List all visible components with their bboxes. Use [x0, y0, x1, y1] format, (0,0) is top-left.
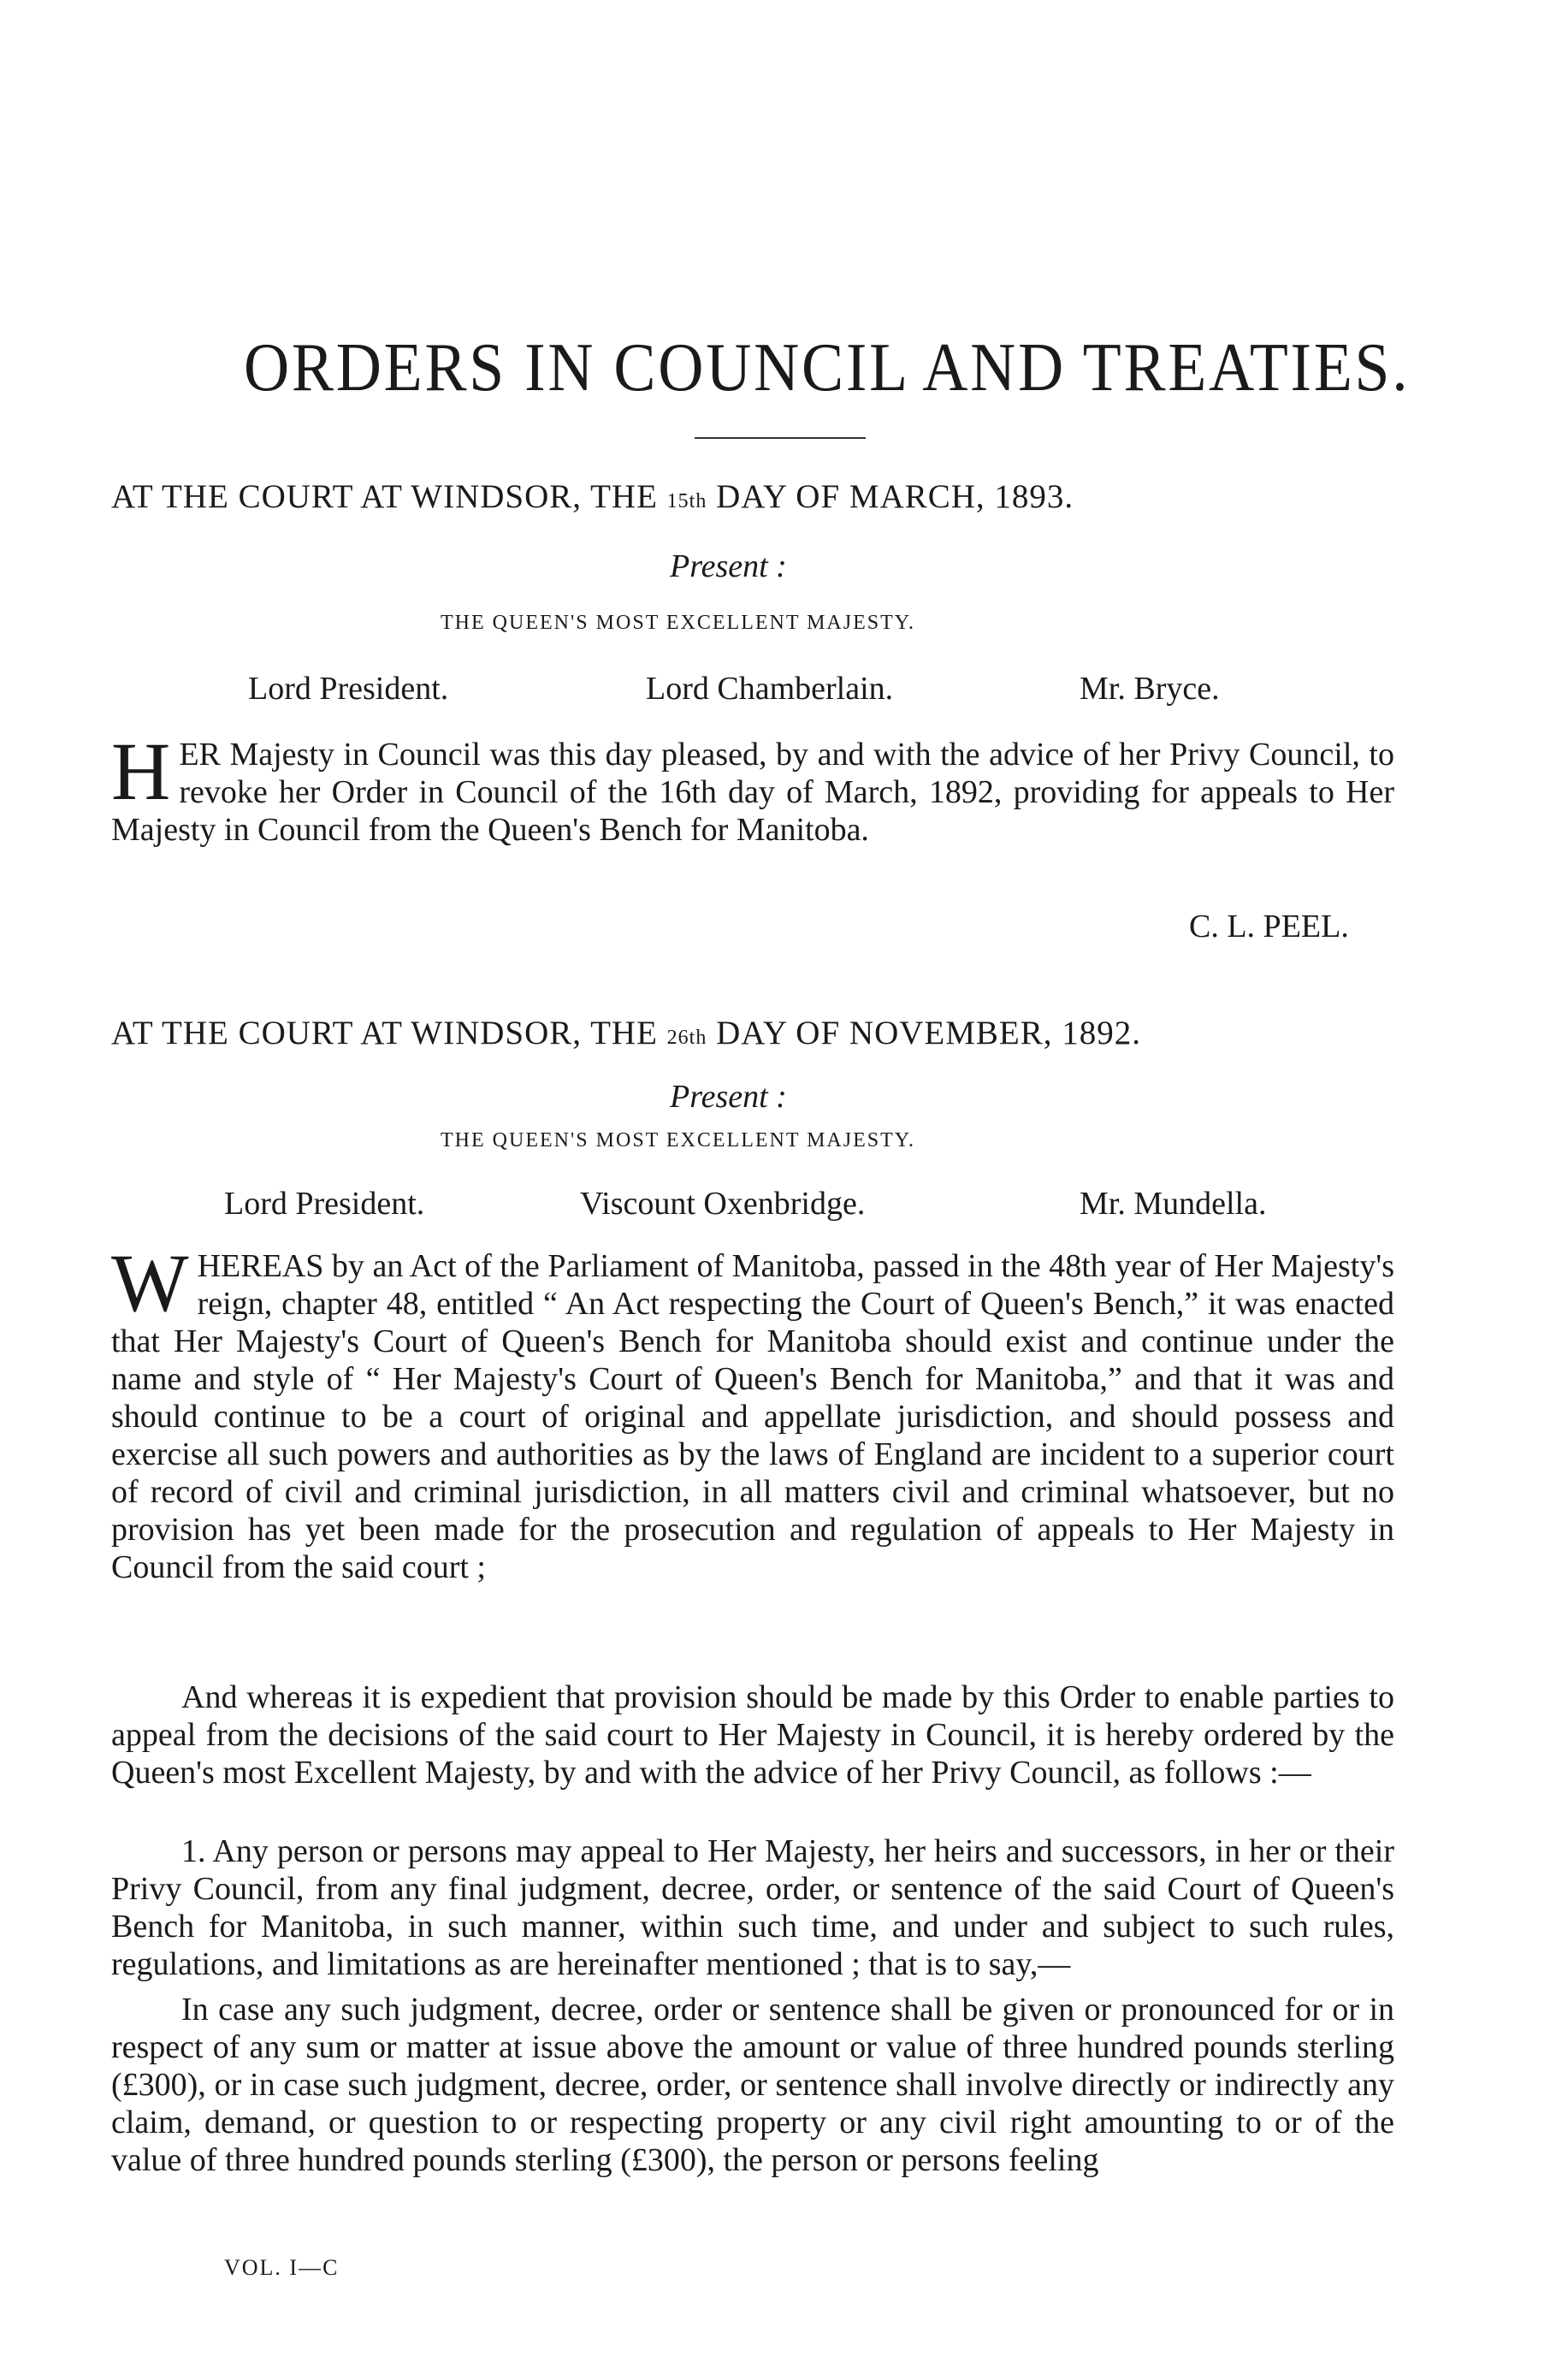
court-heading-2-text: AT THE COURT AT WINDSOR, THE: [111, 1015, 667, 1051]
queen-line-2: THE QUEEN'S MOST EXCELLENT MAJESTY.: [441, 1129, 916, 1152]
court-heading-1-rest: DAY OF MARCH, 1893.: [707, 478, 1074, 515]
order1-body: [111, 725, 1394, 849]
attendee-1-2: Lord Chamberlain.: [646, 671, 894, 707]
court-heading-1-text: AT THE COURT AT WINDSOR, THE: [111, 478, 667, 515]
queen-line-1: THE QUEEN'S MOST EXCELLENT MAJESTY.: [441, 612, 916, 634]
attendee-1-3: Mr. Bryce.: [1080, 671, 1220, 707]
court-heading-1-day: 15th: [666, 490, 707, 512]
attendee-2-1: Lord President.: [224, 1186, 425, 1222]
footer-volume: VOL. I—C: [224, 2255, 340, 2280]
court-heading-2-day: 26th: [666, 1027, 707, 1049]
attendee-2-2: Viscount Oxenbridge.: [580, 1186, 866, 1222]
order2-whereas-text: HEREAS by an Act of the Parliament of Manitoba, passed in the 48th year of Her Majesty's reign, chapter 48, entitled “ An Act respecting the Court of Queen's Bench,” it was enacted that Her Majesty's Court of Queen's Bench for Manitoba should exist and continue under the name and style of “ Her Majesty's Court of Queen's Bench for Manitoba,” and that it was and should continue to be a court of original and appellate jurisdiction, and should possess and exercise all such powers and authorities as by the laws of England are incident to a superior court of record of civil and criminal jurisdiction, in all matters civil and criminal whatsoever, but no provision has yet been made for the prosecution and regulation of appeals to Her Majesty in Council from the said court ;: [111, 1248, 1394, 1585]
order2-clause-1-cont: In case any such judgment, decree, order or sentence shall be given or pronounced for or in respect of any sum or matter at issue above the amount or value of three hundred pounds sterling (£300), or in case such judgment, decree, order, or sentence shall involve directly or indirectly any claim, demand, or question to or respecting property or any civil right amounting to or of the value of three hundred pounds sterling (£300), the person or persons feeling: [111, 1992, 1394, 2178]
signature-peel: C. L. PEEL.: [1189, 909, 1349, 944]
court-heading-2-rest: DAY OF NOVEMBER, 1892.: [707, 1015, 1141, 1051]
order2-clause-1: 1. Any person or persons may appeal to Her Majesty, her heirs and successors, in her or their Privy Council, from any final judgment, decree, order, or sentence of the said Court of Queen's Bench for Manitoba, in such manner, within such time, and under and subject to such rules, regulations, and limitations as are hereinafter mentioned ; that is to say,—: [111, 1833, 1394, 1982]
page-title: ORDERS IN COUNCIL AND TREATIES.: [244, 330, 1411, 406]
dropcap-w: W: [111, 1237, 189, 1329]
dropcap-h: H: [111, 725, 171, 817]
attendee-2-3: Mr. Mundella.: [1080, 1186, 1267, 1222]
court-heading-2: [111, 1014, 1141, 1052]
order1-body-text: ER Majesty in Council was this day pleased, by and with the advice of her Privy Council, to revoke her Order in Council of the 16th day of March, 1892, providing for appeals to Her Majesty in Council from the Queen's Bench for Manitoba.: [111, 737, 1394, 848]
court-heading-1: [111, 477, 1074, 516]
order2-whereas: [111, 1237, 1394, 1586]
order2-and-whereas: And whereas it is expedient that provision should be made by this Order to enable parties to appeal from the decisions of the said court to Her Majesty in Council, it is hereby ordered by the Queen's most Excellent Majesty, by and with the advice of her Privy Council, as follows :—: [111, 1679, 1394, 1791]
title-rule: [695, 437, 866, 439]
attendee-1-1: Lord President.: [248, 671, 449, 707]
present-label-1: Present :: [670, 548, 787, 584]
present-label-2: Present :: [670, 1079, 787, 1115]
